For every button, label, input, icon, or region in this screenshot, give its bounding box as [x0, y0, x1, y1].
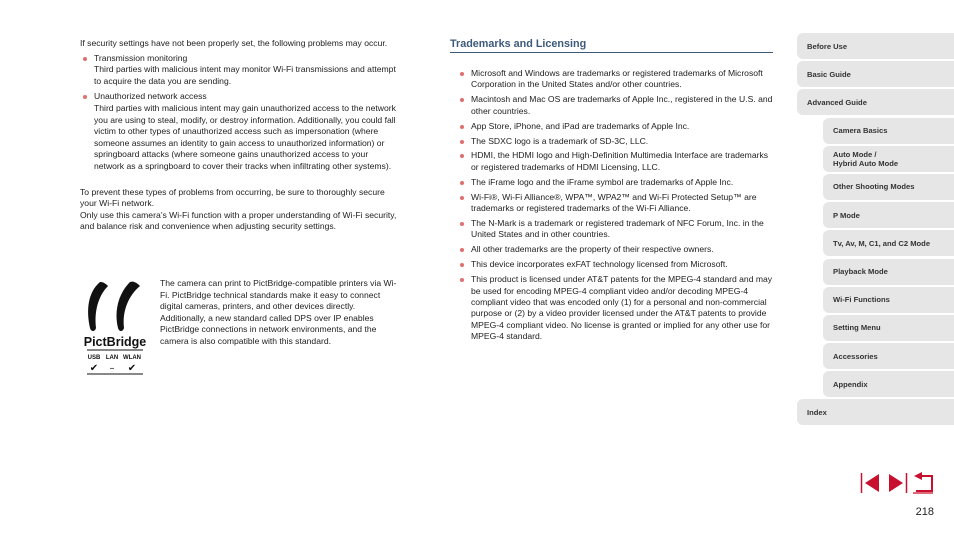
nav-label: Accessories — [833, 351, 878, 361]
nav-label: Other Shooting Modes — [833, 182, 915, 192]
list-item: All other trademarks are the property of their respective owners. — [450, 244, 773, 255]
list-item: This device incorporates exFAT technology licensed from Microsoft. — [450, 259, 773, 270]
nav-label: Index — [807, 407, 827, 417]
nav-label: Setting Menu — [833, 323, 881, 333]
logo-label-usb: USB — [87, 355, 101, 361]
security-intro: If security settings have not been properly set, the following problems may occur. — [80, 38, 388, 48]
risk-body: Third parties with malicious intent may gain unauthorized access to the network you are using to steal, modify, or destroy information. Additionally, you could fall victim to other types of unauthorized access such as impersonation (where someone assumes an identity to gain access to unauthorized information) or springboard attacks (where someone gains unauthorized access to your network as a springboard to cover their tracks when infiltrating other systems). — [94, 102, 396, 171]
nav-label: Before Use — [807, 41, 848, 51]
nav-label: Appendix — [833, 379, 868, 389]
nav-label: Camera Basics — [833, 126, 888, 136]
nav-label: Playback Mode — [833, 267, 888, 276]
nav-wifi-functions[interactable] — [823, 287, 954, 313]
list-item: Wi-Fi®, Wi-Fi Alliance®, WPA™, WPA2™ and Wi-Fi Protected Setup™ are trademarks or registered trademarks of the Wi-Fi Alliance. — [450, 192, 773, 215]
list-item: This product is licensed under AT&T patents for the MPEG-4 standard and may be used for encoding MPEG-4 compliant video and/or decoding MPEG-4 compliant video that was encoded only (1) for a personal and non-commercial purpose or (2) by a video provider licensed under the AT&T patents to provide MPEG-4 compliant video. No license is granted or implied for any other use for MPEG-4 standard. — [450, 274, 773, 342]
nav-p-mode[interactable] — [823, 202, 954, 228]
list-item: The SDXC logo is a trademark of SD-3C, LLC. — [450, 136, 773, 147]
nav-label: Advanced Guide — [807, 97, 867, 107]
nav-advanced-guide[interactable] — [797, 89, 954, 115]
page-controls — [860, 472, 934, 494]
logo-mark-usb: ✔ — [89, 363, 99, 374]
nav-label: Wi-Fi Functions — [833, 295, 890, 305]
logo-mark-lan: – — [109, 363, 115, 374]
nav-camera-basics[interactable] — [823, 118, 954, 144]
pictbridge-logo — [84, 280, 146, 376]
nav-tv-av-m-mode[interactable] — [823, 230, 954, 256]
nav-appendix[interactable] — [823, 371, 954, 397]
use-paragraph: Only use this camera’s Wi-Fi function with a proper understanding of Wi-Fi security, and balance risk and convenience when adjusting security settings. — [80, 209, 397, 232]
nav-label: Tv, Av, M, C1, and C2 Mode — [833, 238, 931, 248]
trademark-list — [450, 68, 773, 343]
pictbridge-description: The camera can print to PictBridge-compatible printers via Wi-Fi. PictBridge technical standards make it easy to connect digital cameras, printers, and other devices directly. Additionally, a new standard called DPS over IP enables PictBridge connections in network environments, and the camera is also compatible with this standard. — [160, 278, 397, 346]
list-item: App Store, iPhone, and iPad are trademarks of Apple Inc. — [450, 121, 773, 132]
nav-index[interactable] — [797, 399, 954, 425]
previous-page-icon[interactable] — [860, 472, 882, 494]
risk-list — [80, 53, 398, 173]
prevent-paragraph: To prevent these types of problems from occurring, be sure to thoroughly secure your Wi-Fi network. — [80, 186, 385, 209]
nav-label: Basic Guide — [807, 69, 851, 79]
list-item — [80, 91, 398, 172]
list-item: HDMI, the HDMI logo and High-Definition Multimedia Interface are trademarks or registered trademarks of HDMI Licensing, LLC. — [450, 150, 773, 173]
trademarks-section — [450, 38, 773, 346]
risk-title: Unauthorized network access — [94, 91, 207, 102]
pictbridge-block — [80, 278, 400, 378]
logo-label-lan: LAN — [105, 355, 119, 361]
risk-title: Transmission monitoring — [94, 52, 188, 63]
page-number: 218 — [915, 506, 934, 518]
next-page-icon[interactable] — [886, 472, 908, 494]
nav-other-shooting-modes[interactable] — [823, 174, 954, 200]
nav-before-use[interactable] — [797, 33, 954, 59]
list-item: Microsoft and Windows are trademarks or registered trademarks of Microsoft Corporation in the United States and/or other countries. — [450, 68, 773, 91]
nav-label: Auto Mode / Hybrid Auto Mode — [833, 149, 899, 168]
list-item — [80, 53, 398, 88]
nav-label: P Mode — [833, 210, 860, 220]
list-item: The iFrame logo and the iFrame symbol are trademarks of Apple Inc. — [450, 177, 773, 188]
pictbridge-wordmark: PictBridge — [84, 335, 146, 349]
list-item: The N-Mark is a trademark or registered trademark of NFC Forum, Inc. in the United States and in other countries. — [450, 218, 773, 241]
logo-label-wlan: WLAN — [123, 355, 141, 361]
return-icon[interactable] — [912, 472, 934, 494]
security-section — [80, 38, 398, 233]
nav-playback-mode[interactable] — [823, 259, 954, 285]
chapter-nav — [797, 33, 954, 428]
nav-accessories[interactable] — [823, 343, 954, 369]
section-heading: Trademarks and Licensing — [450, 38, 773, 53]
list-item: Macintosh and Mac OS are trademarks of Apple Inc., registered in the U.S. and other countries. — [450, 94, 773, 117]
risk-body: Third parties with malicious intent may monitor Wi-Fi transmissions and attempt to acquire the data you are sending. — [94, 64, 396, 86]
nav-auto-mode[interactable] — [823, 146, 954, 172]
logo-mark-wlan: ✔ — [127, 363, 137, 374]
nav-basic-guide[interactable] — [797, 61, 954, 87]
nav-setting-menu[interactable] — [823, 315, 954, 341]
